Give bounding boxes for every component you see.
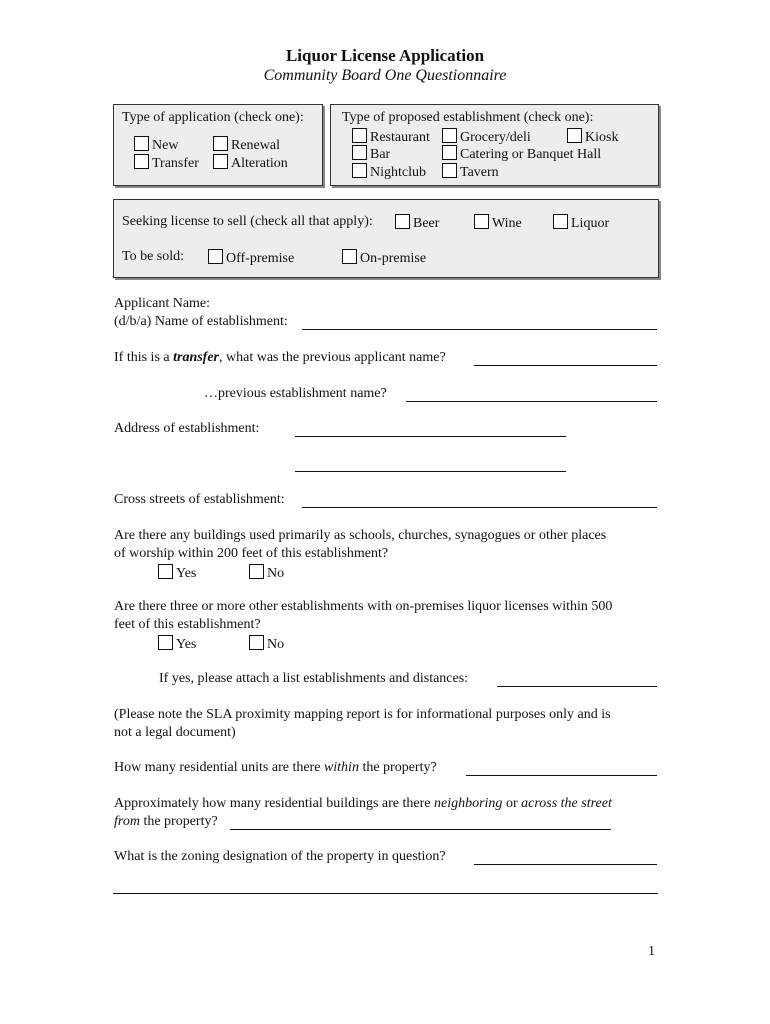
checkbox-bar[interactable] — [352, 145, 390, 163]
checkbox-schools-no[interactable] — [249, 564, 284, 582]
buildings-or: or — [502, 796, 522, 811]
zoning-field[interactable] — [474, 864, 657, 865]
checkbox-icon[interactable] — [158, 635, 173, 650]
option-label: On-premise — [360, 251, 427, 266]
option-label: Yes — [176, 637, 197, 652]
licenses-question-line1: Are there three or more other establishments with on-premises liquor licenses within 500 — [114, 599, 613, 614]
checkbox-off-premise[interactable] — [208, 249, 294, 267]
option-label: Transfer — [152, 156, 199, 171]
previous-establishment-field[interactable] — [406, 401, 657, 402]
cross-streets-field[interactable] — [302, 507, 657, 508]
option-label: Bar — [370, 147, 391, 162]
page-number: 1 — [648, 944, 655, 959]
zoning-question: What is the zoning designation of the property in question? — [114, 849, 446, 864]
applicant-name-label: Applicant Name: — [114, 296, 211, 311]
checkbox-icon[interactable] — [249, 564, 264, 579]
option-label: No — [267, 566, 285, 581]
sla-note-line2: not a legal document) — [114, 725, 236, 740]
units-em: within — [323, 760, 359, 775]
residential-buildings-field[interactable] — [230, 829, 611, 830]
seeking-license-label: Seeking license to sell (check all that apply): — [122, 214, 373, 229]
checkbox-schools-yes[interactable] — [158, 564, 196, 582]
option-label: Yes — [176, 566, 197, 581]
residential-buildings-question-line1 — [114, 796, 612, 812]
buildings-prefix: Approximately how many residential buildings are there — [114, 796, 434, 811]
checkbox-wine[interactable] — [474, 214, 522, 232]
page-title: Liquor License Application — [285, 46, 485, 65]
checkbox-icon[interactable] — [395, 214, 410, 229]
checkbox-icon[interactable] — [213, 136, 228, 151]
buildings-suffix: the property? — [139, 814, 218, 829]
checkbox-licenses-no[interactable] — [249, 635, 284, 653]
checkbox-icon[interactable] — [442, 163, 457, 178]
checkbox-icon[interactable] — [213, 154, 228, 169]
attach-list-field[interactable] — [497, 686, 657, 687]
schools-question-line1: Are there any buildings used primarily as schools, churches, synagogues or other places — [114, 528, 607, 543]
checkbox-icon[interactable] — [352, 163, 367, 178]
footer-divider — [113, 893, 658, 894]
option-label: Alteration — [231, 156, 288, 171]
checkbox-nightclub[interactable] — [352, 163, 426, 181]
schools-question-line2: of worship within 200 feet of this establishment? — [114, 546, 389, 561]
licenses-question-line2: feet of this establishment? — [114, 617, 261, 632]
option-label: Grocery/deli — [460, 130, 531, 145]
option-label: Catering or Banquet Hall — [460, 147, 602, 162]
transfer-prefix: If this is a — [114, 350, 174, 365]
checkbox-liquor[interactable] — [553, 214, 609, 232]
attach-list-label: If yes, please attach a list establishments and distances: — [159, 671, 469, 686]
checkbox-on-premise[interactable] — [342, 249, 426, 267]
checkbox-icon[interactable] — [158, 564, 173, 579]
option-label: Nightclub — [370, 165, 426, 180]
option-label: Renewal — [231, 138, 280, 153]
option-label: Off-premise — [226, 251, 295, 266]
checkbox-icon[interactable] — [567, 128, 582, 143]
buildings-across-street: across the street — [521, 796, 612, 811]
checkbox-grocery-deli[interactable] — [442, 128, 531, 146]
transfer-question — [114, 350, 446, 366]
checkbox-icon[interactable] — [474, 214, 489, 229]
sla-note-line1: (Please note the SLA proximity mapping report is for informational purposes only and is — [114, 707, 611, 722]
cross-streets-label: Cross streets of establishment: — [114, 492, 285, 507]
checkbox-icon[interactable] — [442, 128, 457, 143]
residential-units-field[interactable] — [466, 775, 657, 776]
checkbox-new[interactable] — [134, 136, 178, 154]
option-label: Wine — [492, 216, 522, 231]
checkbox-kiosk[interactable] — [567, 128, 618, 146]
address-field-line1[interactable] — [295, 436, 566, 437]
units-prefix: How many residential units are there — [114, 760, 324, 775]
units-suffix: the property? — [358, 760, 437, 775]
establishment-type-heading: Type of proposed establishment (check one): — [342, 110, 594, 125]
address-field-line2[interactable] — [295, 471, 566, 472]
option-label: Tavern — [460, 165, 499, 180]
previous-establishment-label: …previous establishment name? — [204, 386, 387, 401]
checkbox-tavern[interactable] — [442, 163, 499, 181]
residential-buildings-question-line2 — [114, 814, 218, 830]
option-label: Kiosk — [585, 130, 619, 145]
option-label: New — [152, 138, 179, 153]
transfer-suffix: , what was the previous applicant name? — [219, 350, 446, 365]
checkbox-icon[interactable] — [208, 249, 223, 264]
dba-name-label: (d/b/a) Name of establishment: — [114, 314, 288, 329]
checkbox-icon[interactable] — [352, 128, 367, 143]
checkbox-renewal[interactable] — [213, 136, 280, 154]
transfer-word: transfer — [173, 350, 220, 365]
buildings-from: from — [114, 814, 140, 829]
option-label: Beer — [413, 216, 440, 231]
checkbox-icon[interactable] — [249, 635, 264, 650]
option-label: No — [267, 637, 285, 652]
checkbox-icon[interactable] — [352, 145, 367, 160]
buildings-neighboring: neighboring — [433, 796, 503, 811]
checkbox-licenses-yes[interactable] — [158, 635, 196, 653]
checkbox-icon[interactable] — [553, 214, 568, 229]
address-label: Address of establishment: — [114, 421, 260, 436]
option-label: Liquor — [571, 216, 610, 231]
option-label: Restaurant — [370, 130, 430, 145]
checkbox-icon[interactable] — [442, 145, 457, 160]
residential-units-question — [114, 760, 437, 776]
checkbox-alteration[interactable] — [213, 154, 288, 172]
application-type-heading: Type of application (check one): — [122, 110, 304, 125]
checkbox-catering-banquet-hall[interactable] — [442, 145, 601, 163]
to-be-sold-label: To be sold: — [122, 249, 185, 264]
checkbox-icon[interactable] — [134, 154, 149, 169]
page-subtitle: Community Board One Questionnaire — [263, 67, 507, 84]
checkbox-restaurant[interactable] — [352, 128, 430, 146]
previous-applicant-field[interactable] — [474, 365, 657, 366]
checkbox-icon[interactable] — [134, 136, 149, 151]
dba-name-field[interactable] — [302, 329, 657, 330]
checkbox-icon[interactable] — [342, 249, 357, 264]
checkbox-transfer[interactable] — [134, 154, 199, 172]
checkbox-beer[interactable] — [395, 214, 439, 232]
